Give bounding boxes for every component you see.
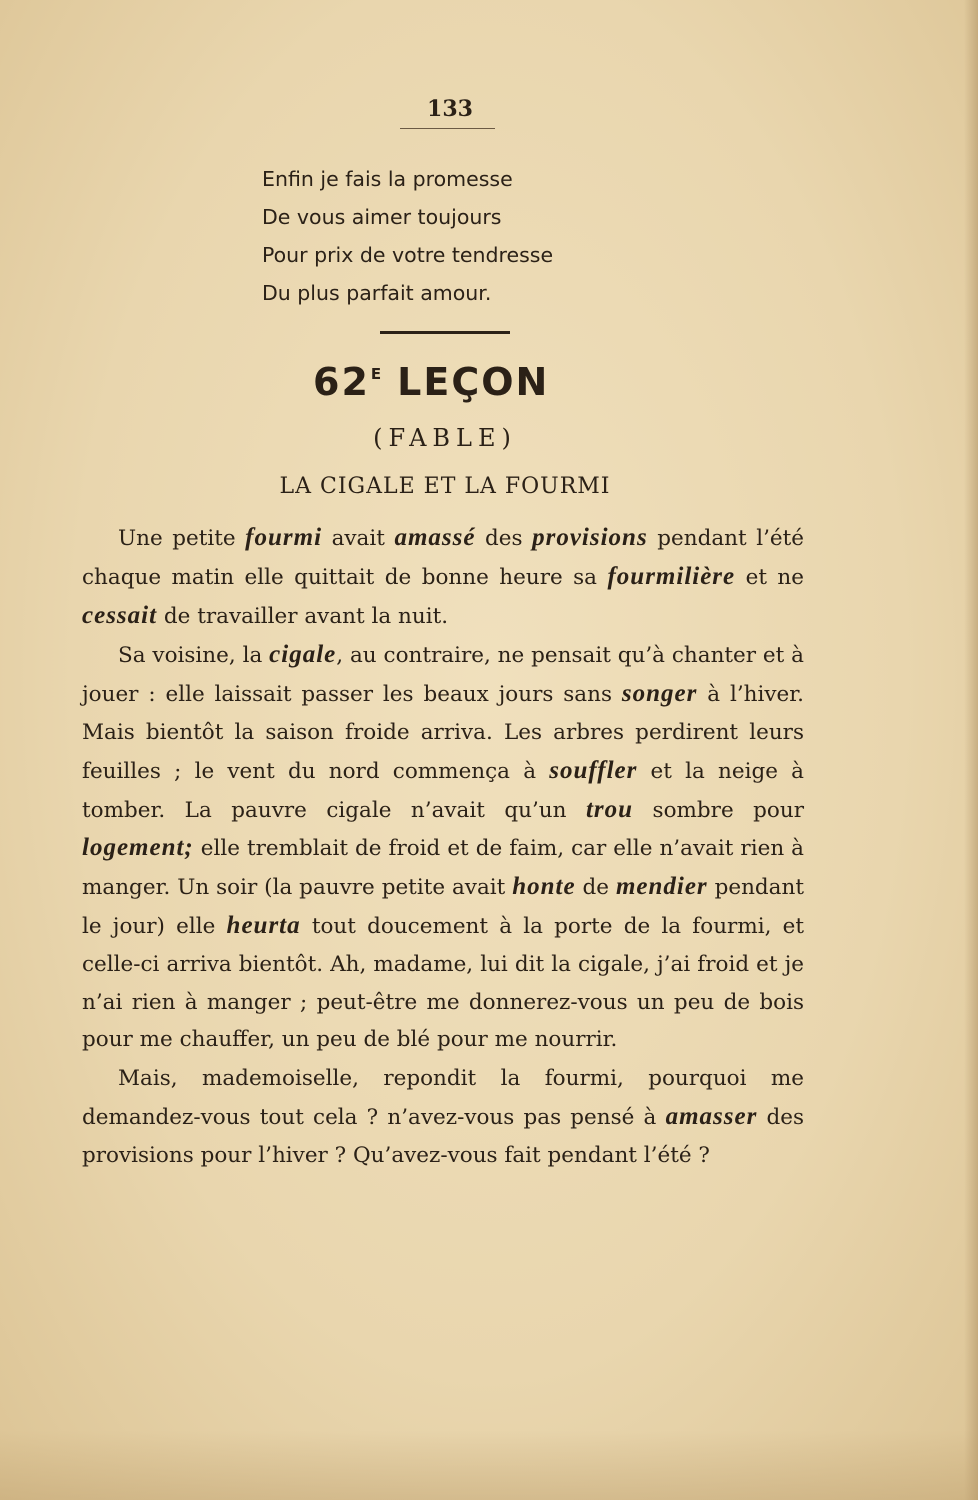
text-run: sombre pour	[633, 797, 804, 823]
text-run: avait	[322, 526, 395, 551]
text-run: elle tremblait de froid et de faim, car elle n’avait rien à manger. Un soir (la pauvre petite avait	[82, 836, 804, 901]
italic-word: amasser	[665, 1102, 758, 1130]
lesson-ordinal-suffix: E	[370, 365, 384, 383]
text-run: des	[475, 526, 533, 551]
paragraph	[82, 1060, 804, 1174]
text-run: pendant le jour) elle	[82, 875, 804, 939]
text-run: et la neige à tomber. La pauvre cigale n’avait qu’un	[82, 758, 804, 823]
italic-word: cessait	[82, 601, 158, 629]
italic-word: amassé	[394, 524, 476, 551]
italic-word: mendier	[615, 873, 708, 901]
page-bottom-shadow	[0, 1430, 978, 1500]
italic-word: logement;	[82, 834, 194, 862]
text-run: et ne	[735, 564, 804, 590]
fable-text	[82, 519, 804, 1175]
lesson-word: LEÇON	[397, 360, 550, 404]
text-run: Une petite	[118, 526, 246, 551]
page-number-rule	[400, 128, 495, 129]
lesson-heading	[313, 360, 549, 404]
poem-line: Enfin je fais la promesse	[262, 167, 513, 191]
section-divider	[380, 331, 510, 334]
italic-word: trou	[585, 795, 634, 823]
italic-word: songer	[621, 680, 698, 708]
poem-line: De vous aimer toujours	[262, 205, 502, 229]
poem-stanza	[262, 160, 553, 312]
italic-word: provisions	[532, 524, 648, 551]
poem-line: Pour prix de votre tendresse	[262, 243, 554, 267]
page-number: 133	[427, 96, 473, 122]
text-run: des provisions pour l’hiver ? Qu’avez-vous fait pendant l’été ?	[82, 1104, 804, 1168]
poem-line: Du plus parfait amour.	[262, 281, 492, 305]
text-run: Mais, mademoiselle, repondit la fourmi, pourquoi me demandez-vous tout cela ? n’avez-vous pas pensé à	[82, 1066, 804, 1130]
text-run: pendant l’été chaque matin elle quittait de bonne heure sa	[82, 526, 804, 590]
text-run: tout doucement à la porte de la fourmi, et celle-ci arriva bientôt. Ah, madame, lui dit la cigale, j’ai froid et je n’ai rien à manger ; peut-être me donnerez-vous un peu de bois pour me chauffer, un peu de blé pour me nourrir.	[82, 913, 804, 1053]
fable-title: LA CIGALE ET LA FOURMI	[279, 474, 611, 499]
text-run: de	[575, 875, 616, 901]
italic-word: fourmi	[245, 524, 323, 551]
lesson-number: 62	[313, 360, 370, 404]
italic-word: souffler	[549, 756, 638, 784]
italic-word: fourmilière	[607, 562, 736, 590]
paragraph	[82, 519, 804, 635]
text-run: , au contraire, ne pensait qu’à chanter et à jouer : elle laissait passer les beaux jours sans	[82, 643, 804, 708]
text-run: à l’hiver. Mais bientôt la saison froide arriva. Les arbres perdirent leurs feuilles ; le vent du nord commença à	[82, 682, 804, 784]
page-edge-shadow	[964, 0, 978, 1500]
italic-word: honte	[512, 873, 576, 901]
lesson-subtitle: (FABLE)	[373, 424, 517, 452]
paragraph	[82, 636, 804, 1059]
italic-word: heurta	[226, 911, 301, 939]
text-run: Sa voisine, la	[118, 643, 270, 669]
text-run: de travailler avant la nuit.	[157, 603, 449, 629]
italic-word: cigale	[269, 641, 337, 669]
